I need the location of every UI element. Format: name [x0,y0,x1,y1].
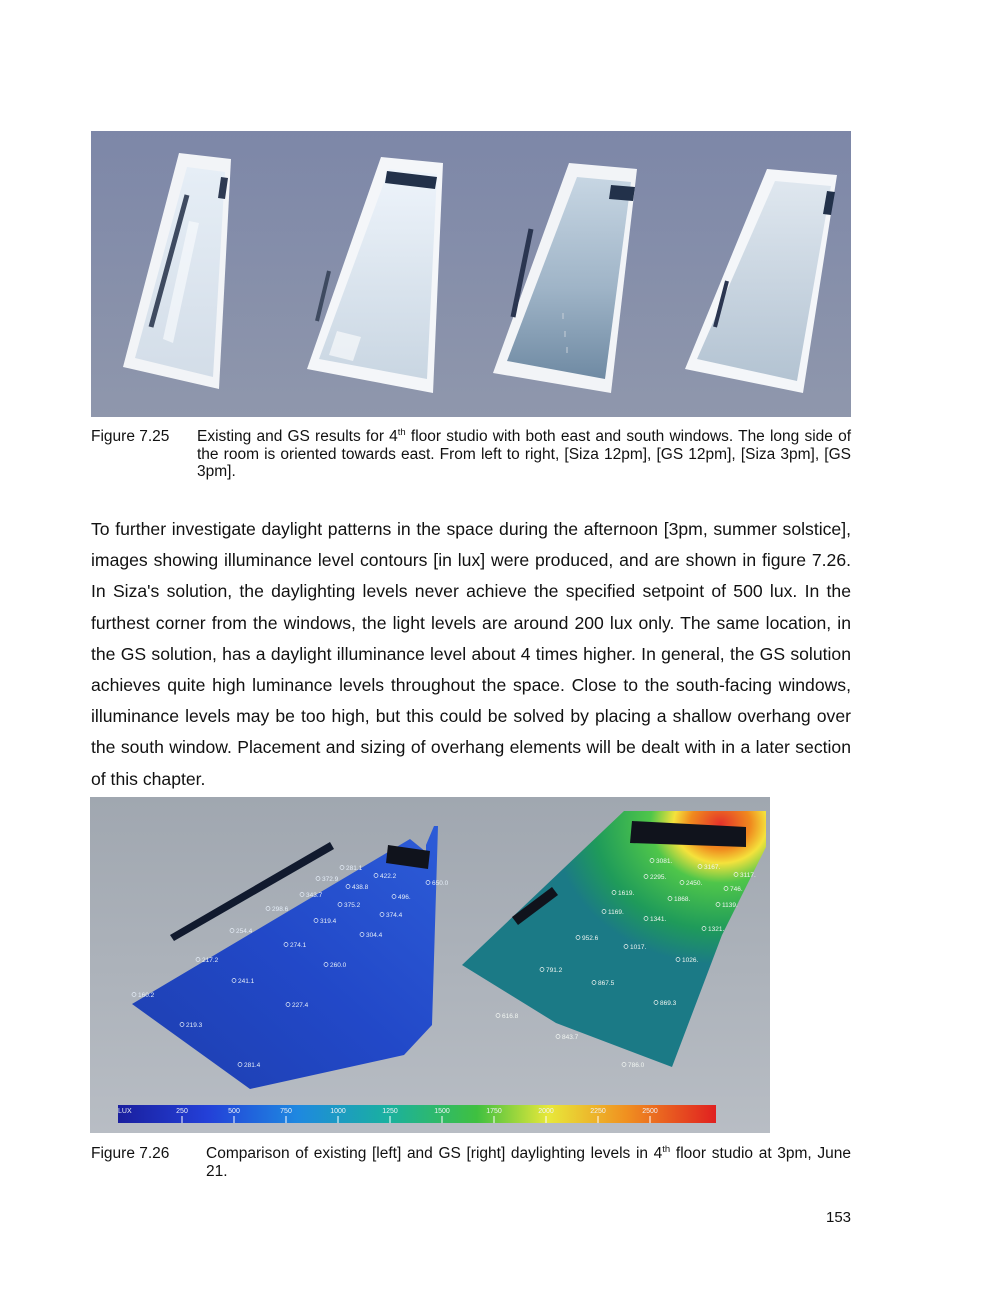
figure-7-26-caption [91,1143,851,1183]
illuminance-value-label: 1868. [674,896,691,903]
illuminance-value-label: 274.1 [290,942,307,949]
illuminance-value-label: 952.6 [582,935,599,942]
caption-text-part: Existing and GS results for 4 [197,428,398,445]
illuminance-value-label: 298.6 [272,906,289,913]
illuminance-value-label: 281.4 [244,1062,261,1069]
figure-7-25-caption-text [197,428,851,481]
illuminance-value-label: 1321. [708,926,725,933]
page-number: 153 [826,1209,852,1226]
scale-tick-label: 2250 [590,1108,606,1115]
illuminance-value-label: 217.2 [202,957,219,964]
caption-text-part: floor studio with both east and south windows. The long side of the room is oriented towards east. From left to right, [Siza 12pm], [GS 12pm], [Siza 3pm], [GS 3pm]. [197,428,852,480]
illuminance-value-label: 1169. [608,909,624,916]
illuminance-value-label: 227.4 [292,1002,309,1009]
illuminance-value-label: 375.2 [344,902,361,909]
scale-tick-label: 1750 [486,1108,502,1115]
figure-7-25-renderings [91,131,851,417]
caption-text-part: floor studio at 3pm, June 21. [206,1145,852,1180]
scale-tick-label: 2500 [642,1108,658,1115]
illuminance-value-label: 650.0 [432,880,449,887]
illuminance-value-label: 241.1 [238,978,255,985]
figure-7-25-caption [91,428,851,484]
illuminance-value-label: 2450. [686,880,703,887]
illuminance-value-label: 1139. [722,902,738,909]
figure-7-26-caption-text [206,1145,851,1180]
illuminance-value-label: 496. [398,894,411,901]
illuminance-value-label: 2295. [650,874,667,881]
color-scale-bar [118,1105,716,1123]
illuminance-value-label: 372.9 [322,876,339,883]
illuminance-value-label: 438.8 [352,884,369,891]
illuminance-value-label: 791.2 [546,967,563,974]
illuminance-value-label: 1619. [618,890,635,897]
illuminance-value-label: 160.2 [138,992,155,999]
illuminance-value-label: 343.7 [306,892,323,899]
illuminance-value-label: 422.2 [380,873,397,880]
figure-7-26-illuminance-contours [90,797,770,1133]
illuminance-value-label: 254.4 [236,928,253,935]
illuminance-color-scale [118,1105,716,1123]
illuminance-value-label: 616.8 [502,1013,519,1020]
scale-tick-label: 1000 [330,1108,346,1115]
caption-superscript: th [662,1144,671,1155]
illuminance-value-label: 3167. [704,864,721,871]
illuminance-value-label: 219.3 [186,1022,203,1029]
body-paragraph: To further investigate daylight patterns in the space during the afternoon [3pm, summer solstice], images showing illuminance level contours [in lux] were produced, and are shown in figure 7.26. In Siza's solution, the daylighting levels never achieve the specified setpoint of 500 lux. In the furthest corner from the windows, the light levels are around 200 lux only. The same location, in the GS solution, has a daylight illuminance level about 4 times higher. In general, the GS solution achieves quite high luminance levels throughout the space. Close to the south-facing windows, illuminance levels may be too high, but this could be solved by placing a shallow overhang over the south window. Placement and sizing of overhang elements will be dealt with in a later section of this chapter. [91,519,851,789]
illuminance-value-label: 867.5 [598,980,615,987]
scale-tick-label: 250 [176,1108,188,1115]
illuminance-value-label: 3081. [656,858,673,865]
illuminance-value-label: 786.0 [628,1062,645,1069]
scale-tick-label: 500 [228,1108,240,1115]
figure-7-26-label: Figure 7.26 [91,1145,170,1162]
figure-7-25-label: Figure 7.25 [91,428,170,445]
illuminance-value-label: 1017. [630,944,647,951]
illuminance-value-label: 319.4 [320,918,337,925]
scale-tick-label: 750 [280,1108,292,1115]
illuminance-value-label: 746. [730,886,743,893]
illuminance-value-label: 260.0 [330,962,347,969]
illuminance-value-label: 374.4 [386,912,403,919]
illuminance-value-label: 3117. [740,872,756,879]
illuminance-value-label: 1026. [682,957,699,964]
caption-superscript: th [397,427,406,438]
illuminance-value-label: 281.1 [346,865,363,872]
scale-tick-label: 2000 [538,1108,554,1115]
illuminance-value-label: 843.7 [562,1034,579,1041]
scale-tick-label: 1250 [382,1108,398,1115]
illuminance-value-label: 1341. [650,916,667,923]
caption-text-part: Comparison of existing [left] and GS [right] daylighting levels in 4 [206,1145,663,1162]
illuminance-value-label: 869.3 [660,1000,677,1007]
scale-tick-label: 1500 [434,1108,450,1115]
scale-unit-label: LUX [118,1108,132,1115]
illuminance-value-label: 304.4 [366,932,383,939]
